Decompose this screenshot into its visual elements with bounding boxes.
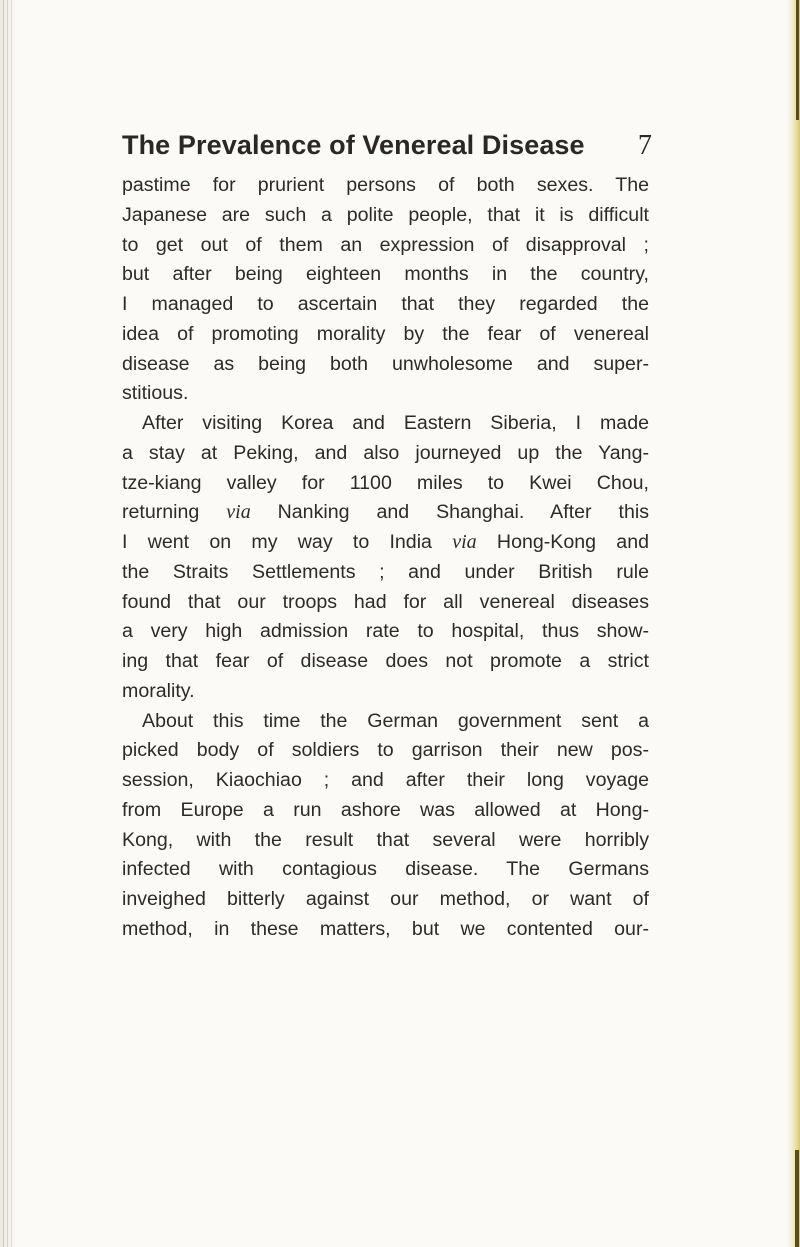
page-edge-shadow <box>795 1150 799 1247</box>
text-line: a stay at Peking, and also journeyed up the Yang- <box>122 441 649 464</box>
text-line: About this time the German government sent a <box>142 709 649 732</box>
text-line: a very high admission rate to hospital, thus show- <box>122 620 649 643</box>
text-line: disease as being both unwholesome and super- <box>122 352 649 375</box>
text-line: the Straits Settlements ; and under British rule <box>122 560 649 583</box>
body-text <box>122 171 649 945</box>
text-line: pastime for prurient persons of both sexes. The <box>122 174 649 196</box>
text-line: stitious. <box>122 382 189 405</box>
page-edge-shadow <box>796 0 799 120</box>
running-head-title: The Prevalence of Venereal Disease <box>122 130 585 160</box>
text-line: inveighed bitterly against our method, or want of <box>122 888 649 910</box>
text-line: infected with contagious disease. The Germans <box>122 858 649 881</box>
text-line: method, in these matters, but we contented our- <box>122 917 649 940</box>
binding-line <box>7 0 8 1247</box>
page-edge <box>786 0 800 1247</box>
italic-word: via <box>452 531 477 553</box>
running-head <box>122 130 652 170</box>
italic-word: via <box>226 501 251 524</box>
binding-edge <box>0 0 16 1247</box>
binding-line <box>3 0 4 1247</box>
text-line: ing that fear of disease does not promote a strict <box>122 650 649 672</box>
text-line: picked body of soldiers to garrison their new pos- <box>122 739 649 762</box>
text-line: I managed to ascertain that they regarded the <box>122 293 649 315</box>
text-line: from Europe a run ashore was allowed at Hong- <box>122 798 649 821</box>
binding-line <box>11 0 12 1247</box>
text-line: tze-kiang valley for 1100 miles to Kwei Chou, <box>122 471 649 494</box>
text-line: I went on my way to India via Hong-Kong and <box>122 531 649 553</box>
text-line: Japanese are such a polite people, that it is difficult <box>122 203 649 226</box>
text-line: to get out of them an expression of disapproval ; <box>122 233 649 256</box>
text-line: Kong, with the result that several were horribly <box>122 828 649 851</box>
text-line: returning via Nanking and Shanghai. After this <box>122 501 649 524</box>
text-line: After visiting Korea and Eastern Siberia, I made <box>142 412 649 434</box>
text-line: found that our troops had for all venereal diseases <box>122 590 649 613</box>
text-line: session, Kiaochiao ; and after their long voyage <box>122 769 649 791</box>
text-line: but after being eighteen months in the country, <box>122 263 649 286</box>
text-line: morality. <box>122 679 195 702</box>
page-number: 7 <box>637 130 652 161</box>
text-line: idea of promoting morality by the fear of venereal <box>122 322 649 345</box>
